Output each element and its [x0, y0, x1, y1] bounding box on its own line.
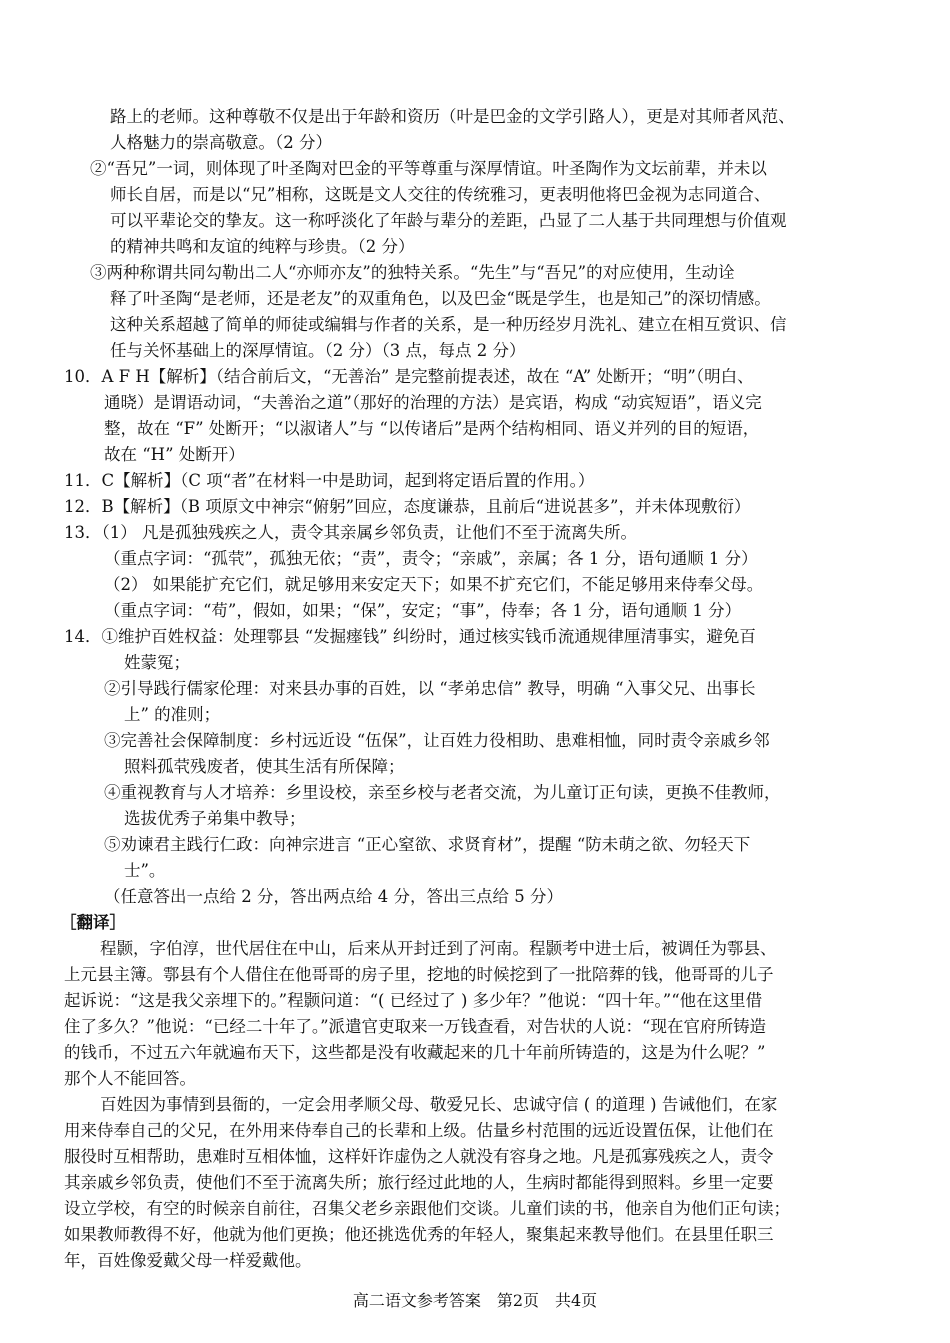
- q14-point-3-line: ③完善社会保障制度：乡村远近设 “伍保”，让百姓力役相助、患难相恤，同时责令亲戚乡邻: [104, 731, 770, 750]
- q14-point-1-line: 14．①维护百姓权益：处理鄠县 “发掘瘗钱” 纠纷时，通过核实钱币流通规律厘清事实，避免百: [64, 627, 756, 646]
- translation-paragraph-2-line: 百姓因为事情到县衙的，一定会用孝顺父母、敬爱兄长、忠诚守信 ( 的道理 ) 告诫他们，在家: [100, 1095, 778, 1114]
- translation-paragraph-1-line: 的钱币，不过五六年就遍布天下，这些都是没有收藏起来的几十年前所铸造的，这是为什么呢？”: [64, 1043, 766, 1062]
- translation-paragraph-1-line: 起诉说：“这是我父亲埋下的。”程颢问道：“( 已经过了 ) 多少年？”他说：“四十年。”“他在这里借: [64, 991, 763, 1010]
- q13-answer-line: （2） 如果能扩充它们，就足够用来安定天下；如果不扩充它们，不能足够用来侍奉父母。: [104, 575, 764, 594]
- translation-paragraph-2-line: 如果教师教得不好，他就为他们更换；他还挑选优秀的年轻人，聚集起来教导他们。在县里任职三: [64, 1225, 774, 1244]
- q14-point-1-line: 姓蒙冤；: [124, 653, 190, 672]
- q13-answer-line: 13．（1） 凡是孤独残疾之人，责令其亲属乡邻负责，让他们不至于流离失所。: [64, 523, 637, 542]
- translation-paragraph-1-line: 上元县主簿。鄠县有个人借住在他哥哥的房子里，挖地的时候挖到了一批陪葬的钱，他哥哥的儿子: [64, 965, 774, 984]
- q13-answer-line: （重点字词：“苟”，假如，如果；“保”，安定；“事”，侍奉；各 1 分，语句通顺 1 分）: [104, 601, 742, 620]
- q10-answer-line: 10．A F H【解析】（结合前后文，“无善治” 是完整前提表述，故在 “A” 处断开；“明”（明白、: [64, 367, 754, 386]
- q9-point-2-line: 的精神共鸣和友谊的纯粹与珍贵。（2 分）: [110, 237, 415, 256]
- q9-continuation-line: 路上的老师。这种尊敬不仅是出于年龄和资历（叶是巴金的文学引路人），更是对其师者风范、: [110, 107, 795, 126]
- q10-answer-line: 整，故在 “F” 处断开；“以淑诸人”与 “以传诸后”是两个结构相同、语义并列的目的短语，: [104, 419, 760, 438]
- q10-answer-line: 故在 “H” 处断开）: [104, 445, 245, 464]
- translation-paragraph-1-line: 住了多久？”他说：“已经二十年了。”派遣官吏取来一万钱查看，对告状的人说：“现在官府所铸造: [64, 1017, 766, 1036]
- translation-paragraph-1-line: 那个人不能回答。: [64, 1069, 196, 1088]
- translation-paragraph-2-line: 服役时互相帮助，患难时互相体恤，这样奸诈虚伪之人就没有容身之地。凡是孤寡残疾之人，责令: [64, 1147, 774, 1166]
- q14-point-2-line: ②引导践行儒家伦理：对来县办事的百姓，以 “孝弟忠信” 教导，明确 “入事父兄、出事长: [104, 679, 756, 698]
- q9-point-2-line: ②“吾兄”一词，则体现了叶圣陶对巴金的平等尊重与深厚情谊。叶圣陶作为文坛前辈，并未以: [90, 159, 767, 178]
- translation-paragraph-2-line: 设立学校，有空的时候亲自前往，召集父老乡亲跟他们交谈。儿童们读的书，他亲自为他们正句读；: [64, 1199, 790, 1218]
- translation-paragraph-2-line: 年，百姓像爱戴父母一样爱戴他。: [64, 1251, 312, 1270]
- translation-paragraph-2-line: 用来侍奉自己的父兄，在外用来侍奉自己的长辈和上级。估量乡村范围的远近设置伍保，让他们在: [64, 1121, 774, 1140]
- translation-paragraph-2-line: 其亲戚乡邻负责，使他们不至于流离失所；旅行经过此地的人，生病时都能得到照料。乡里一定要: [64, 1173, 774, 1192]
- q12-answer: 12．B【解析】（B 项原文中神宗“俯躬”回应，态度谦恭，且前后“进说甚多”，并未体现敷衍）: [64, 497, 751, 516]
- translation-heading: ［翻译］: [60, 913, 126, 932]
- q13-answer-line: （重点字词：“孤茕”，孤独无依；“责”，责令；“亲戚”，亲属；各 1 分，语句通顺 1 分）: [104, 549, 758, 568]
- q9-point-3-line: 释了叶圣陶“是老师，还是老友”的双重角色，以及巴金“既是学生，也是知己”的深切情感。: [110, 289, 771, 308]
- q14-point-3-line: 照料孤茕残废者，使其生活有所保障；: [124, 757, 405, 776]
- q9-continuation-line: 人格魅力的崇高敬意。（2 分）: [110, 133, 332, 152]
- q9-point-2-line: 师长自居，而是以“兄”相称，这既是文人交往的传统雅习，更表明他将巴金视为志同道合、: [110, 185, 771, 204]
- q14-point-5-line: ⑤劝谏君主践行仁政：向神宗进言 “正心窒欲、求贤育材”，提醒 “防未萌之欲、勿轻天下: [104, 835, 751, 854]
- q14-scoring-note: （任意答出一点给 2 分，答出两点给 4 分，答出三点给 5 分）: [104, 887, 563, 906]
- translation-paragraph-1-line: 程颢，字伯淳，世代居住在中山，后来从开封迁到了河南。程颢考中进士后，被调任为鄠县、: [100, 939, 777, 958]
- q14-point-4-line: 选拔优秀子弟集中教导；: [124, 809, 306, 828]
- q9-point-3-line: ③两种称谓共同勾勒出二人“亦师亦友”的独特关系。“先生”与“吾兄”的对应使用，生动诠: [90, 263, 735, 282]
- q14-point-2-line: 上” 的准则；: [124, 705, 221, 724]
- q9-point-2-line: 可以平辈论交的挚友。这一称呼淡化了年龄与辈分的差距，凸显了二人基于共同理想与价值观: [110, 211, 787, 230]
- q9-point-3-line: 这种关系超越了简单的师徒或编辑与作者的关系，是一种历经岁月洗礼、建立在相互赏识、信: [110, 315, 787, 334]
- q14-point-5-line: 士”。: [124, 861, 166, 880]
- q9-point-3-line: 任与关怀基础上的深厚情谊。（2 分）（3 点，每点 2 分）: [110, 341, 526, 360]
- page-footer: 高二语文参考答案 第2页 共4页: [352, 1291, 598, 1310]
- q11-answer: 11．C【解析】（C 项“者”在材料一中是助词，起到将定语后置的作用。）: [64, 471, 595, 490]
- q14-point-4-line: ④重视教育与人才培养：乡里设校，亲至乡校与老者交流，为儿童订正句读，更换不佳教师，: [104, 783, 781, 802]
- q10-answer-line: 通晓）是谓语动词，“夫善治之道”（那好的治理的方法）是宾语，构成 “动宾短语”，语义完: [104, 393, 762, 412]
